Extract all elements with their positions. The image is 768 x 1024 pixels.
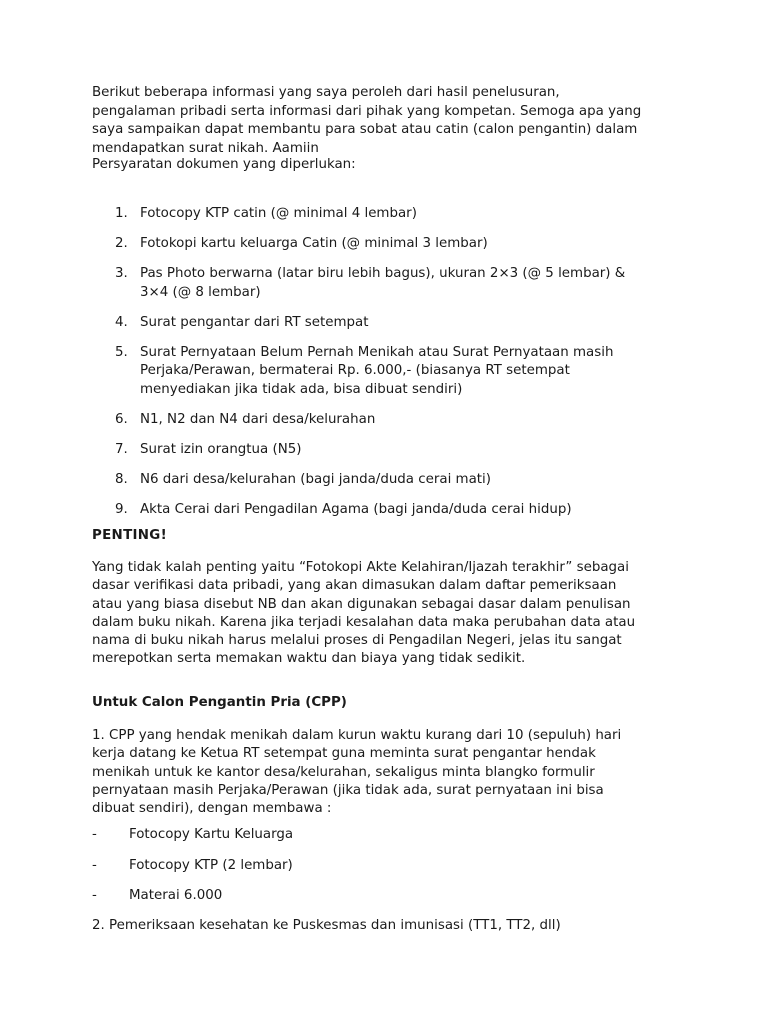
- cpp-step-1: [92, 727, 692, 818]
- penting-line: dalam buku nikah. Karena jika terjadi kesalahan data maka perubahan data atau: [92, 614, 636, 630]
- requirement-number: 6.: [115, 411, 128, 427]
- bring-item-text: Fotocopy Kartu Keluarga: [129, 827, 294, 842]
- cpp-heading: Untuk Calon Pengantin Pria (CPP): [92, 695, 347, 710]
- cpp-step-2: 2. Pemeriksaan kesehatan ke Puskesmas dan imunisasi (TT1, TT2, dll): [92, 918, 561, 933]
- requirement-item: [92, 471, 692, 490]
- cpp-step-1-line: 1. CPP yang hendak menikah dalam kurun waktu kurang dari 10 (sepuluh) hari: [92, 728, 622, 743]
- bring-item-text: Fotocopy KTP (2 lembar): [129, 857, 293, 873]
- requirement-item: [92, 205, 692, 224]
- penting-line: atau yang biasa disebut NB dan akan digunakan sebagai dasar dalam penulisan: [92, 596, 631, 612]
- dash-bullet: -: [92, 857, 97, 873]
- intro-line: mendapatkan surat nikah. Aamiin: [92, 140, 319, 156]
- requirement-text: menyediakan jika tidak ada, bisa dibuat sendiri): [140, 381, 463, 397]
- requirement-text: N6 dari desa/kelurahan (bagi janda/duda cerai mati): [140, 471, 492, 487]
- requirement-text: Surat izin orangtua (N5): [140, 441, 302, 457]
- intro-line: Berikut beberapa informasi yang saya peroleh dari hasil penelusuran,: [92, 85, 560, 100]
- penting-paragraph: [92, 559, 692, 669]
- penting-heading: PENTING!: [92, 528, 167, 543]
- requirement-number: 2.: [115, 236, 128, 251]
- requirement-item: [92, 501, 692, 520]
- requirement-text: Akta Cerai dari Pengadilan Agama (bagi janda/duda cerai hidup): [140, 501, 572, 517]
- requirement-number: 9.: [115, 501, 128, 517]
- requirement-number: 5.: [115, 344, 128, 360]
- requirement-text: Fotokopi kartu keluarga Catin (@ minimal 3 lembar): [140, 236, 488, 251]
- requirement-number: 4.: [115, 314, 128, 330]
- requirement-number: 3.: [115, 266, 128, 281]
- bring-item-text: Materai 6.000: [129, 888, 223, 903]
- requirement-number: 1.: [115, 206, 128, 221]
- intro-line: pengalaman pribadi serta informasi dari pihak yang kompetan. Semoga apa yang: [92, 103, 642, 119]
- requirement-text: Surat Pernyataan Belum Pernah Menikah atau Surat Pernyataan masih: [140, 344, 614, 360]
- requirement-text: Perjaka/Perawan, bermaterai Rp. 6.000,- (biasanya RT setempat: [140, 363, 570, 378]
- cpp-step-1-line: dibuat sendiri), dengan membawa :: [92, 801, 332, 817]
- requirement-item: [92, 235, 692, 254]
- cpp-step-1-line: pernyataan masih Perjaka/Perawan (jika tidak ada, surat pernyataan ini bisa: [92, 782, 604, 798]
- penting-line: merepotkan serta memakan waktu dan biaya yang tidak sedikit.: [92, 651, 526, 667]
- requirement-item: [92, 265, 692, 302]
- requirement-text: 3×4 (@ 8 lembar): [140, 284, 261, 300]
- dash-bullet: -: [92, 827, 97, 842]
- penting-line: Yang tidak kalah penting yaitu “Fotokopi Akte Kelahiran/Ijazah terakhir” sebagai: [92, 560, 629, 575]
- requirement-text: N1, N2 dan N4 dari desa/kelurahan: [140, 411, 376, 427]
- penting-line: nama di buku nikah harus melalui proses di Pengadilan Negeri, jelas itu sangat: [92, 633, 622, 649]
- requirements-list: [92, 205, 692, 531]
- cpp-step-1-line: kerja datang ke Ketua RT setempat guna meminta surat pengantar hendak: [92, 746, 596, 762]
- requirement-item: [92, 411, 692, 430]
- requirement-text: Fotocopy KTP catin (@ minimal 4 lembar): [140, 206, 417, 221]
- requirement-item: [92, 314, 692, 333]
- requirement-item: [92, 441, 692, 460]
- requirement-text: Pas Photo berwarna (latar biru lebih bagus), ukuran 2×3 (@ 5 lembar) &: [140, 266, 626, 281]
- requirement-number: 7.: [115, 441, 128, 457]
- dash-bullet: -: [92, 888, 97, 903]
- requirement-text: Surat pengantar dari RT setempat: [140, 314, 369, 330]
- penting-line: dasar verifikasi data pribadi, yang akan dimasukan dalam daftar pemeriksaan: [92, 578, 617, 594]
- requirement-number: 8.: [115, 471, 128, 487]
- cpp-step-1-line: menikah untuk ke kantor desa/kelurahan, sekaligus minta blangko formulir: [92, 764, 595, 780]
- intro-line: saya sampaikan dapat membantu para sobat atau catin (calon pengantin) dalam: [92, 122, 638, 137]
- requirements-label: Persyaratan dokumen yang diperlukan:: [92, 157, 356, 172]
- intro-paragraph: [92, 84, 692, 158]
- requirement-item: [92, 344, 692, 400]
